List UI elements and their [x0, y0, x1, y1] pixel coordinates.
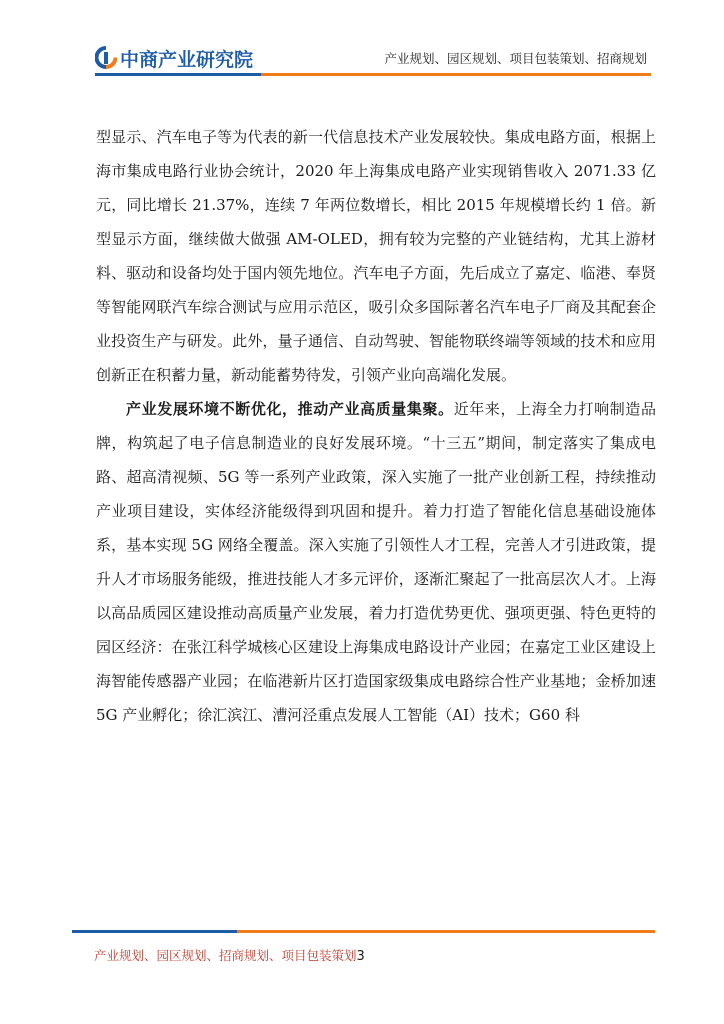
- header-tagline: 产业规划、园区规划、项目包装策划、招商规划: [384, 51, 647, 66]
- header-divider-blue: [95, 73, 261, 76]
- paragraph-2: [96, 392, 656, 732]
- document-body: [96, 120, 656, 732]
- paragraph-2-body: 近年来，上海全力打响制造品牌，构筑起了电子信息制造业的良好发展环境。“十三五”期间，制定落实了集成电路、超高清视频、5G 等一系列产业政策，深入实施了一批产业创新工程，持续推动产业项目建设，实体经济能级得到巩固和提升。着力打造了智能化信息基础设施体系，基本实现 5G 网络全覆盖。深入实施了引领性人才工程，完善人才引进政策，提升人才市场服务能级，推进技能人才多元评价，逐渐汇聚起了一批高层次人才。上海以高品质园区建设推动高质量产业发展，着力打造优势更优、强项更强、特色更特的园区经济：在张江科学城核心区建设上海集成电路设计产业园；在嘉定工业区建设上海智能传感器产业园；在临港新片区打造国家级集成电路综合性产业基地；金桥加速 5G 产业孵化；徐汇滨江、漕河泾重点发展人工智能（AI）技术；G60 科: [96, 400, 656, 724]
- logo-mark-icon: [95, 46, 117, 70]
- paragraph-2-heading: 产业发展环境不断优化，推动产业高质量集聚。: [126, 400, 454, 418]
- footer-divider-blue: [72, 930, 237, 933]
- paragraph-1: 型显示、汽车电子等为代表的新一代信息技术产业发展较快。集成电路方面，根据上海市集成电路行业协会统计，2020 年上海集成电路产业实现销售收入 2071.33 亿元，同比增长 21.37%，连续 7 年两位数增长，相比 2015 年规模增长约 1 倍。新型显示方面，继续做大做强 AM-OLED，拥有较为完整的产业链结构，尤其上游材料、驱动和设备均处于国内领先地位。汽车电子方面，先后成立了嘉定、临港、奉贤等智能网联汽车综合测试与应用示范区，吸引众多国际著名汽车电子厂商及其配套企业投资生产与研发。此外，量子通信、自动驾驶、智能物联终端等领域的技术和应用创新正在积蓄力量，新动能蓄势待发，引领产业向高端化发展。: [96, 128, 656, 384]
- footer-divider-orange: [237, 930, 655, 933]
- company-logo: [95, 45, 253, 71]
- footer: [94, 946, 365, 964]
- header-divider-orange: [261, 73, 651, 76]
- footer-tagline: 产业规划、园区规划、招商规划、项目包装策划: [94, 948, 357, 963]
- logo-text: 中商产业研究院: [120, 48, 254, 71]
- page-number: 3: [356, 949, 365, 964]
